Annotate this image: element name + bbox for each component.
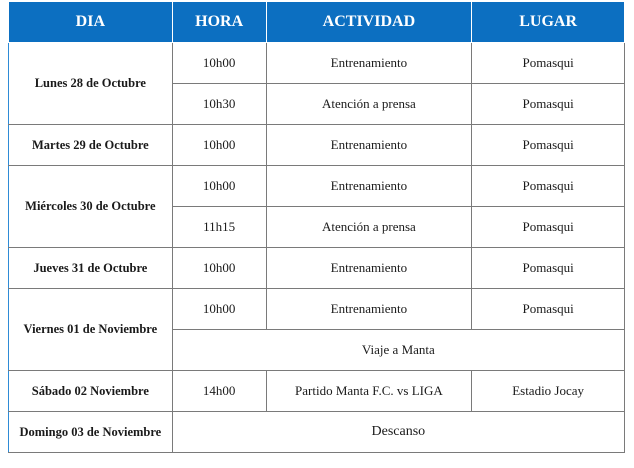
hora-cell: 10h00 xyxy=(172,43,266,84)
day-viernes: Viernes 01 de Noviembre xyxy=(9,289,173,371)
hora-cell: 14h00 xyxy=(172,371,266,412)
table-row xyxy=(9,125,625,166)
header-row xyxy=(9,2,625,43)
header-actividad: ACTIVIDAD xyxy=(266,2,472,43)
table-row xyxy=(9,371,625,412)
actividad-cell: Entrenamiento xyxy=(266,43,472,84)
viaje-cell: Viaje a Manta xyxy=(172,330,624,371)
table-row xyxy=(9,43,625,84)
lugar-cell: Estadio Jocay xyxy=(472,371,625,412)
day-martes: Martes 29 de Octubre xyxy=(9,125,173,166)
hora-cell: 11h15 xyxy=(172,207,266,248)
day-lunes: Lunes 28 de Octubre xyxy=(9,43,173,125)
header-dia: DIA xyxy=(9,2,173,43)
lugar-cell: Pomasqui xyxy=(472,84,625,125)
table-row xyxy=(9,289,625,330)
table-row xyxy=(9,412,625,453)
hora-cell: 10h00 xyxy=(172,248,266,289)
descanso-cell: Descanso xyxy=(172,412,624,453)
actividad-cell: Atención a prensa xyxy=(266,207,472,248)
header-hora: HORA xyxy=(172,2,266,43)
table-row xyxy=(9,166,625,207)
actividad-cell: Entrenamiento xyxy=(266,289,472,330)
day-domingo: Domingo 03 de Noviembre xyxy=(9,412,173,453)
lugar-cell: Pomasqui xyxy=(472,166,625,207)
lugar-cell: Pomasqui xyxy=(472,125,625,166)
actividad-cell: Partido Manta F.C. vs LIGA xyxy=(266,371,472,412)
header-lugar: LUGAR xyxy=(472,2,625,43)
actividad-cell: Entrenamiento xyxy=(266,248,472,289)
schedule-table xyxy=(8,2,625,453)
day-miercoles: Miércoles 30 de Octubre xyxy=(9,166,173,248)
lugar-cell: Pomasqui xyxy=(472,43,625,84)
day-sabado: Sábado 02 Noviembre xyxy=(9,371,173,412)
actividad-cell: Entrenamiento xyxy=(266,125,472,166)
lugar-cell: Pomasqui xyxy=(472,248,625,289)
hora-cell: 10h00 xyxy=(172,125,266,166)
day-jueves: Jueves 31 de Octubre xyxy=(9,248,173,289)
table-row xyxy=(9,248,625,289)
lugar-cell: Pomasqui xyxy=(472,207,625,248)
lugar-cell: Pomasqui xyxy=(472,289,625,330)
actividad-cell: Entrenamiento xyxy=(266,166,472,207)
actividad-cell: Atención a prensa xyxy=(266,84,472,125)
hora-cell: 10h30 xyxy=(172,84,266,125)
hora-cell: 10h00 xyxy=(172,166,266,207)
hora-cell: 10h00 xyxy=(172,289,266,330)
